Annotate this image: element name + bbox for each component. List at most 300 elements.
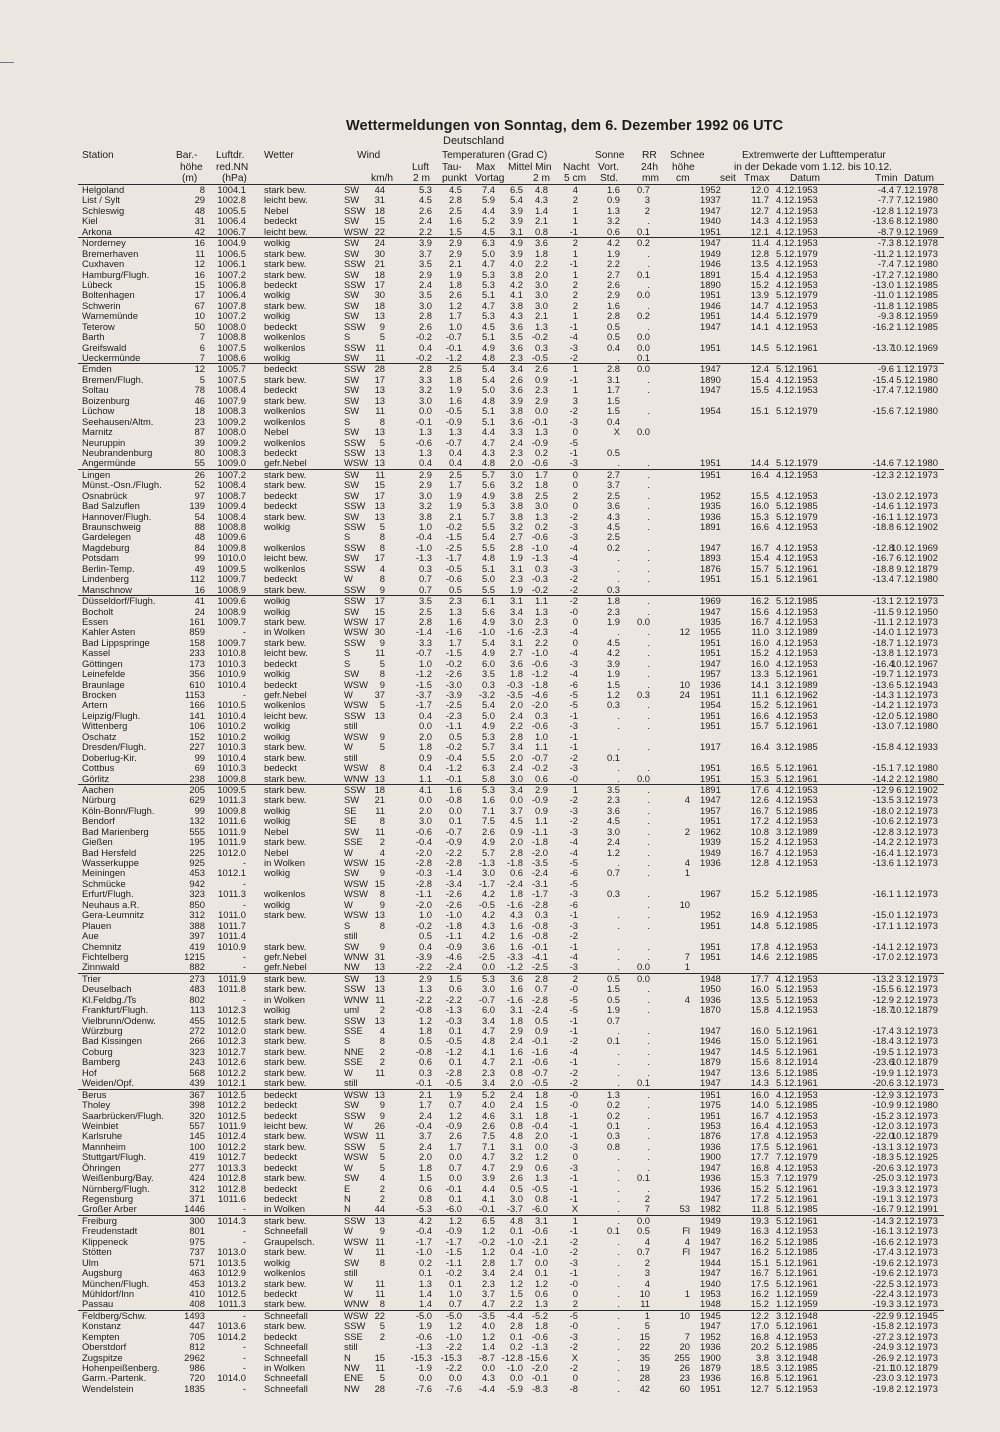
wind-richtung: SW xyxy=(344,299,360,311)
luft-temp: -1.9 xyxy=(415,1362,432,1373)
schneehoehe: 24 xyxy=(679,689,690,700)
min-2m: 1.3 xyxy=(534,1298,548,1310)
tmin-datum: 9.12.1991 xyxy=(896,1203,938,1215)
luft-temp: 1.8 xyxy=(418,741,432,753)
wind-staerke: 5 xyxy=(379,436,385,448)
tmin: -19.3 xyxy=(872,1298,894,1310)
wetter: bedeckt xyxy=(264,1182,297,1194)
wind-richtung: WNW xyxy=(344,950,369,962)
nacht-5cm: -1 xyxy=(569,1267,578,1279)
tmin-datum: 4.12.1933 xyxy=(896,741,938,753)
nacht-5cm: -2 xyxy=(569,1077,578,1089)
taupunkt: 0.5 xyxy=(448,583,462,595)
wetter: Schneefall xyxy=(264,1341,308,1353)
wind-richtung: still xyxy=(344,751,358,763)
taupunkt: 1.0 xyxy=(448,1287,462,1299)
wind-richtung: WSW xyxy=(344,626,368,638)
seit-jahr: 1890 xyxy=(700,278,721,290)
taupunkt: 2.1 xyxy=(448,258,462,270)
wind-richtung: W xyxy=(344,1066,353,1078)
luftdruck: 1010.2 xyxy=(217,720,246,732)
min-2m: 2.9 xyxy=(534,783,548,795)
wind-staerke: 24 xyxy=(374,237,385,249)
barometer-hoehe: 371 xyxy=(189,1193,205,1204)
wind-richtung: N xyxy=(344,1203,351,1215)
min-2m: 0.0 xyxy=(534,405,548,417)
mittel-vortag: 2.8 xyxy=(509,846,523,858)
luftdruck: 1012.5 xyxy=(217,1014,246,1026)
seit-jahr: 1954 xyxy=(700,699,721,711)
station-name: Lingen xyxy=(82,468,111,480)
seit-jahr: 1936 xyxy=(700,510,721,522)
sonne-std: 0.4 xyxy=(606,341,620,353)
max-vortag: 4.0 xyxy=(481,1099,495,1111)
min-2m: 1.3 xyxy=(534,1172,548,1184)
wind-richtung: SSW xyxy=(344,636,366,648)
station-name: Bad Marienberg xyxy=(82,825,149,837)
wetter: stark bew. xyxy=(264,1277,307,1289)
luftdruck: 1006.4 xyxy=(217,289,246,301)
tmin: -9.6 xyxy=(877,363,894,375)
wetter: stark bew. xyxy=(264,1066,307,1078)
luft-temp: -3.9 xyxy=(415,950,432,962)
tmax: 16.0 xyxy=(750,657,769,669)
nacht-5cm: 2 xyxy=(572,289,578,301)
tmax-datum: 5.12.1961 xyxy=(776,1193,818,1204)
barometer-hoehe: 54 xyxy=(194,510,205,522)
sonne-std: . xyxy=(617,1056,620,1068)
barometer-hoehe: 463 xyxy=(189,1267,205,1279)
nacht-5cm: -5 xyxy=(569,689,578,700)
niederschlag-24h: . xyxy=(647,699,650,711)
min-2m: 2.1 xyxy=(534,310,548,322)
sonne-std: 0.3 xyxy=(606,583,620,595)
tmax-datum: 4.12.1953 xyxy=(776,1109,818,1121)
tmin: -18.7 xyxy=(872,636,894,648)
tmin: -15.8 xyxy=(872,1320,894,1332)
mittel-vortag: 3.2 xyxy=(509,521,523,532)
tmax-datum: 4.12.1953 xyxy=(776,783,818,795)
max-vortag: 5.6 xyxy=(481,479,495,491)
tmin-datum: 2.12.1973 xyxy=(896,468,938,480)
tmax-datum: 4.12.1953 xyxy=(776,184,818,195)
wind-staerke: 8 xyxy=(379,888,385,900)
wetter: bedeckt xyxy=(264,363,297,375)
wind-richtung: WSW xyxy=(344,877,368,889)
luft-temp: 0.0 xyxy=(418,720,432,732)
tmax: 15.8 xyxy=(750,1004,769,1016)
seit-jahr: 1947 xyxy=(700,605,721,617)
table-row xyxy=(78,962,944,972)
tmax-datum: 4.12.1953 xyxy=(776,258,818,270)
seit-jahr: 1951 xyxy=(700,636,721,648)
mittel-vortag: 4.8 xyxy=(509,1214,523,1226)
wind-richtung: WSW xyxy=(344,888,368,900)
nacht-5cm: 0 xyxy=(572,1287,578,1299)
taupunkt: 1.7 xyxy=(448,310,462,322)
station-name: Hamburg/Flugh. xyxy=(82,268,150,280)
taupunkt: -1.4 xyxy=(445,867,462,879)
nacht-5cm: -3 xyxy=(569,919,578,931)
niederschlag-24h: 10 xyxy=(639,1287,650,1299)
max-vortag: 5.4 xyxy=(481,699,495,711)
mittel-vortag: 3.0 xyxy=(509,772,523,784)
tmin: -16.6 xyxy=(872,1235,894,1247)
luft-temp: 2.0 xyxy=(418,1151,432,1163)
wind-staerke: 30 xyxy=(374,247,385,259)
mittel-vortag: 3.4 xyxy=(509,741,523,753)
luft-temp: 0.4 xyxy=(418,709,432,721)
tmax: 16.6 xyxy=(750,521,769,532)
tmax: 16.0 xyxy=(750,1025,769,1036)
wind-staerke: 17 xyxy=(374,615,385,627)
wetter: Nebel xyxy=(264,825,289,837)
sonne-std: . xyxy=(617,573,620,585)
header-cm: cm xyxy=(676,173,690,184)
max-vortag: 4.8 xyxy=(481,552,495,564)
sonne-std: . xyxy=(617,950,620,962)
sonne-std: . xyxy=(617,720,620,732)
wind-staerke: 5 xyxy=(379,699,385,711)
wind-staerke: 11 xyxy=(375,647,385,659)
taupunkt: 0.7 xyxy=(448,1161,462,1173)
min-2m: -2.4 xyxy=(531,867,548,879)
station-name: Bremen/Flugh. xyxy=(82,373,144,385)
min-2m: 4.8 xyxy=(534,184,548,195)
min-2m: -15.6 xyxy=(526,1351,548,1363)
wind-staerke: 28 xyxy=(374,1382,385,1394)
sonne-std: . xyxy=(617,1193,620,1204)
luft-temp: -1.1 xyxy=(415,888,432,900)
mittel-vortag: 3.5 xyxy=(509,331,523,343)
wind-richtung: SW xyxy=(344,668,360,680)
tmin: -7.7 xyxy=(877,194,894,206)
station-name: Ulm xyxy=(82,1256,99,1268)
wetter: stark bew. xyxy=(264,1077,307,1089)
luft-temp: 0.0 xyxy=(418,1372,432,1384)
tmax-datum: 4.12.1953 xyxy=(776,846,818,858)
min-2m: 1.1 xyxy=(534,815,548,827)
barometer-hoehe: 812 xyxy=(189,1341,205,1353)
taupunkt: 0.4 xyxy=(448,446,462,458)
tmax: 16.3 xyxy=(750,1225,769,1237)
wind-richtung: W xyxy=(344,741,353,753)
tmin: -13.6 xyxy=(872,678,894,690)
tmax-datum: 4.12.1953 xyxy=(776,468,818,480)
tmin: -13.2 xyxy=(872,972,894,984)
taupunkt: -1.7 xyxy=(445,552,462,564)
luftdruck: - xyxy=(242,626,246,638)
tmax-datum: 4.12.1953 xyxy=(776,268,818,280)
luftdruck: 1011.0 xyxy=(218,909,246,921)
tmax: 17.5 xyxy=(750,1140,769,1152)
tmax: 17.7 xyxy=(750,1151,769,1163)
sonne-std: . xyxy=(617,1203,620,1215)
tmin-datum: 5.12.1943 xyxy=(896,678,938,690)
wetter: stark bew. xyxy=(264,836,307,848)
wind-staerke: 11 xyxy=(375,1066,385,1078)
wind-staerke: 13 xyxy=(374,394,385,406)
tmin: -14.2 xyxy=(872,699,894,711)
min-2m: 2.3 xyxy=(534,384,548,396)
min-2m: 2.6 xyxy=(534,363,548,375)
station-name: Doberlug-Kir. xyxy=(82,751,137,763)
seit-jahr: 1955 xyxy=(700,626,721,638)
wetter: stark bew. xyxy=(264,940,307,952)
barometer-hoehe: 720 xyxy=(189,1372,205,1384)
station-name: Braunschweig xyxy=(82,521,141,532)
nacht-5cm: -5 xyxy=(569,877,578,889)
min-2m: 1.3 xyxy=(534,510,548,522)
wind-staerke: 11 xyxy=(375,1130,385,1142)
taupunkt: 1.6 xyxy=(448,783,462,795)
min-2m: 0.6 xyxy=(534,1161,548,1173)
station-name: Kl.Feldbg./Ts xyxy=(82,993,137,1005)
wetter: bedeckt xyxy=(264,678,297,690)
luft-temp: -1.2 xyxy=(415,668,432,680)
luft-temp: 0.4 xyxy=(418,762,432,774)
tmax: 11.8 xyxy=(751,1203,769,1215)
station-name: Lüchow xyxy=(82,405,115,417)
table-row xyxy=(78,931,944,941)
sonne-std: 4.5 xyxy=(606,815,620,827)
tmax-datum: 5.12.1953 xyxy=(776,983,818,995)
taupunkt: 0.6 xyxy=(448,983,462,995)
sonne-std: . xyxy=(617,1267,620,1279)
wind-richtung: SW xyxy=(344,468,360,480)
luftdruck: 1011.4 xyxy=(218,930,246,942)
tmin: -13.6 xyxy=(872,857,894,868)
mittel-vortag: 1.6 xyxy=(509,930,523,942)
barometer-hoehe: 802 xyxy=(189,993,205,1005)
station-name: Coburg xyxy=(82,1045,113,1057)
sonne-std: 1.6 xyxy=(606,184,620,195)
tmax-datum: 5.12.1961 xyxy=(776,573,818,585)
taupunkt: 1.2 xyxy=(448,1109,462,1121)
nacht-5cm: 2 xyxy=(572,972,578,984)
seit-jahr: 1951 xyxy=(700,940,721,952)
tmax: 16.0 xyxy=(750,1088,769,1100)
seit-jahr: 1935 xyxy=(700,615,721,627)
tmax-datum: 4.12.1953 xyxy=(776,709,818,721)
station-name: Vielbrunn/Odenw. xyxy=(82,1014,156,1026)
wind-richtung: WNW xyxy=(344,1298,369,1310)
barometer-hoehe: 50 xyxy=(194,320,205,332)
nacht-5cm: 1 xyxy=(572,268,578,280)
taupunkt: -2.8 xyxy=(445,857,462,868)
max-vortag: 5.5 xyxy=(481,583,495,595)
niederschlag-24h: . xyxy=(647,500,650,512)
seit-jahr: 1951 xyxy=(700,1088,721,1100)
tmax-datum: 3.12.1948 xyxy=(776,1351,818,1363)
tmax-datum: 2.12.1985 xyxy=(776,950,818,962)
tmax: 13.9 xyxy=(750,289,769,301)
wetter: bedeckt xyxy=(264,278,297,290)
station-name: Neubrandenburg xyxy=(82,446,153,458)
sonne-std: 4.2 xyxy=(606,647,620,659)
luftdruck: 1006.4 xyxy=(217,215,246,227)
tmin: -16.7 xyxy=(872,552,894,564)
wind-richtung: SW xyxy=(344,1099,360,1111)
tmin: -13.6 xyxy=(872,215,894,227)
sonne-std: 0.5 xyxy=(606,446,620,458)
tmin: -4.4 xyxy=(877,184,894,195)
station-name: Frankfurt/Flugh. xyxy=(82,1004,149,1016)
niederschlag-24h: 0.2 xyxy=(636,237,650,249)
min-2m: 1.4 xyxy=(534,204,548,216)
tmax: 16.8 xyxy=(750,1330,769,1342)
wind-richtung: SW xyxy=(344,867,360,879)
wetter: wolkenlos xyxy=(264,341,306,353)
tmax-datum: 5.12.1961 xyxy=(776,668,818,680)
sonne-std: . xyxy=(617,1066,620,1078)
tmin-datum: 2.12.1973 xyxy=(896,1214,938,1226)
luftdruck: 1007.2 xyxy=(217,310,246,322)
barometer-hoehe: 483 xyxy=(189,983,205,995)
nacht-5cm: -1 xyxy=(569,1193,578,1204)
seit-jahr: 1936 xyxy=(700,1172,721,1184)
station-name: Aachen xyxy=(82,783,114,795)
seit-jahr: 1936 xyxy=(700,678,721,690)
wind-staerke: 9 xyxy=(379,940,385,952)
mittel-vortag: 4.5 xyxy=(509,815,523,827)
max-vortag: -8.7 xyxy=(478,1351,495,1363)
max-vortag: 7.5 xyxy=(481,1130,495,1142)
mittel-vortag: -3.3 xyxy=(506,950,523,962)
luft-temp: -0.4 xyxy=(415,1225,432,1237)
luftdruck: 1008.9 xyxy=(217,605,246,617)
min-2m: 1.8 xyxy=(534,247,548,259)
mittel-vortag: 4.8 xyxy=(509,1130,523,1142)
tmin: -19.6 xyxy=(872,1256,894,1268)
taupunkt: 2.8 xyxy=(448,194,462,206)
max-vortag: 6.3 xyxy=(481,237,495,249)
max-vortag: 7.1 xyxy=(481,1140,495,1152)
tmin: -18.0 xyxy=(872,804,894,816)
wetter: stark bew. xyxy=(264,1035,307,1047)
niederschlag-24h: . xyxy=(647,541,650,553)
max-vortag: 5.7 xyxy=(481,468,495,480)
wind-staerke: 8 xyxy=(379,573,385,585)
mittel-vortag: 3.6 xyxy=(509,320,523,332)
luft-temp: 1.8 xyxy=(418,1161,432,1173)
wind-richtung: SSW xyxy=(344,1320,366,1332)
mittel-vortag: 3.8 xyxy=(509,268,523,280)
luftdruck: 1009.4 xyxy=(217,500,246,512)
barometer-hoehe: 195 xyxy=(189,836,205,848)
wetter: leicht bew. xyxy=(264,552,308,564)
tmax: 14.4 xyxy=(750,457,769,469)
sonne-std: . xyxy=(617,1330,620,1342)
tmax-datum: 5.12.1979 xyxy=(776,289,818,301)
tmin: -14.1 xyxy=(872,940,894,952)
tmax-datum: 4.12.1953 xyxy=(776,237,818,249)
luft-temp: 2.8 xyxy=(418,363,432,375)
tmin: -14.3 xyxy=(872,689,894,700)
luftdruck: - xyxy=(242,877,246,889)
tmin-datum: 1.12.1973 xyxy=(896,857,938,868)
station-name: Potsdam xyxy=(82,552,119,564)
wind-richtung: SW xyxy=(344,310,360,322)
niederschlag-24h: 0.0 xyxy=(636,363,650,375)
wetter: stark bew. xyxy=(264,394,307,406)
luftdruck: 1008.0 xyxy=(217,426,246,438)
min-2m: -1.3 xyxy=(531,552,548,564)
sonne-std: 2.5 xyxy=(606,489,620,501)
luftdruck: 1008.3 xyxy=(217,446,246,458)
tmin-datum: 3.12.1973 xyxy=(896,1193,938,1204)
niederschlag-24h: 0.1 xyxy=(636,1077,650,1089)
barometer-hoehe: 882 xyxy=(189,961,205,973)
tmax: 15.2 xyxy=(750,888,769,900)
tmax: 17.6 xyxy=(750,783,769,795)
wind-staerke: 21 xyxy=(374,258,385,270)
max-vortag: 4.2 xyxy=(481,930,495,942)
mittel-vortag: 0.0 xyxy=(509,1372,523,1384)
taupunkt: 2.6 xyxy=(448,289,462,301)
wetter: stark bew. xyxy=(264,299,307,311)
luftdruck: 1011.9 xyxy=(218,972,246,984)
mittel-vortag: 2.8 xyxy=(509,730,523,742)
niederschlag-24h: 0.5 xyxy=(636,1225,650,1237)
niederschlag-24h: . xyxy=(647,510,650,522)
sonne-std: . xyxy=(617,762,620,774)
tmax-datum: 4.12.1953 xyxy=(776,836,818,848)
mittel-vortag: 3.2 xyxy=(509,479,523,491)
edge-mark xyxy=(0,62,14,63)
barometer-hoehe: 106 xyxy=(189,720,205,732)
taupunkt: -0.6 xyxy=(445,573,462,585)
taupunkt: 2.9 xyxy=(448,247,462,259)
tmin: -12.9 xyxy=(872,783,894,795)
tmin: -23.0 xyxy=(872,1372,894,1384)
wetter: gefr.Nebel xyxy=(264,689,307,700)
niederschlag-24h: . xyxy=(647,1119,650,1131)
wetter: leicht bew. xyxy=(264,1119,308,1131)
tmax-datum: 4.12.1953 xyxy=(776,1004,818,1016)
wind-richtung: WNW xyxy=(344,993,369,1005)
tmax-datum: 5.12.1961 xyxy=(776,363,818,375)
max-vortag: 1.6 xyxy=(481,794,495,806)
luftdruck: 1012.5 xyxy=(217,1109,246,1121)
niederschlag-24h: . xyxy=(647,668,650,680)
nacht-5cm: -4 xyxy=(569,1045,578,1057)
luft-temp: 2.4 xyxy=(418,278,432,290)
sonne-std: . xyxy=(617,352,620,363)
luftdruck: - xyxy=(242,961,246,973)
seit-jahr: 1947 xyxy=(700,1193,721,1204)
tmin-datum: 1.12.1973 xyxy=(896,1066,938,1078)
wetter: stark bew. xyxy=(264,583,307,595)
wetter: wolkig xyxy=(264,289,291,301)
sonne-std: . xyxy=(617,626,620,638)
wind-staerke: 9 xyxy=(379,1225,385,1237)
seit-jahr: 1948 xyxy=(700,1298,721,1310)
luftdruck: 1011.8 xyxy=(218,983,246,995)
table-row xyxy=(78,837,944,847)
tmax-datum: 3.12.1985 xyxy=(776,1362,818,1373)
min-2m: 0.6 xyxy=(534,1287,548,1299)
tmin-datum: 9.12.1980 xyxy=(896,1099,938,1111)
tmax-datum: 5.12.1985 xyxy=(776,919,818,931)
taupunkt: 2.6 xyxy=(448,1130,462,1142)
tmax: 17.2 xyxy=(750,815,769,827)
tmin: -22.5 xyxy=(872,1277,894,1289)
schneehoehe: 20 xyxy=(679,1341,690,1353)
max-vortag: -0.7 xyxy=(478,993,495,1005)
luftdruck: 1007.2 xyxy=(217,268,246,280)
luft-temp: -0.4 xyxy=(415,1119,432,1131)
